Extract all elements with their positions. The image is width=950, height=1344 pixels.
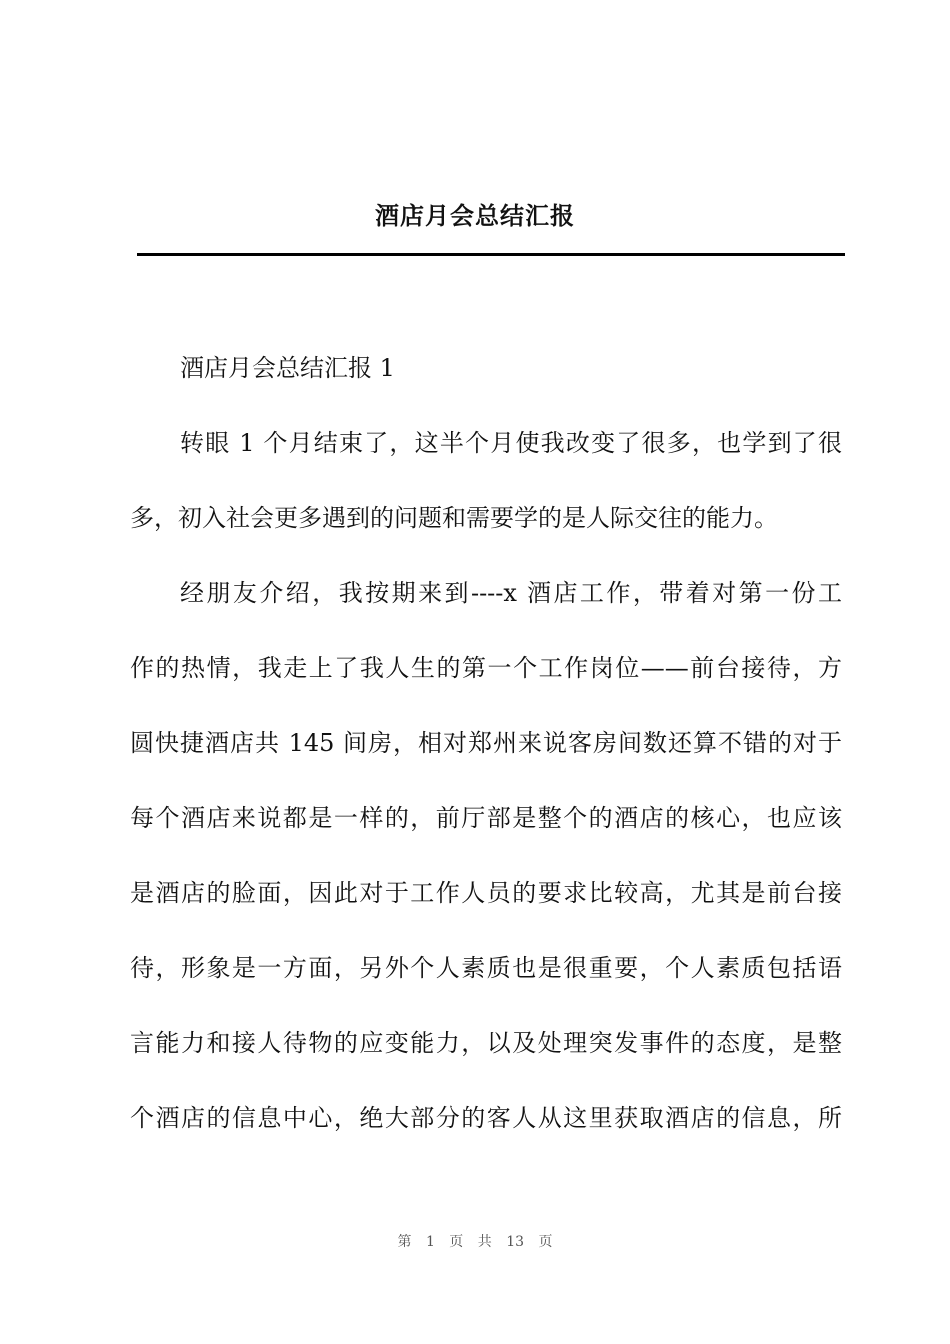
- paragraph-line: 个酒店的信息中心，绝大部分的客人从这里获取酒店的信息，所: [130, 1104, 842, 1132]
- paragraph-line: 每个酒店来说都是一样的，前厅部是整个的酒店的核心，也应该: [130, 804, 842, 832]
- paragraph-line: 言能力和接人待物的应变能力，以及处理突发事件的态度，是整: [130, 1029, 842, 1057]
- paragraph-line: 经朋友介绍，我按期来到----x 酒店工作，带着对第一份工: [180, 579, 842, 607]
- page-number-footer: 第 1 页 共 13 页: [397, 1234, 553, 1250]
- paragraph-line: 作的热情，我走上了我人生的第一个工作岗位——前台接待，方: [130, 654, 842, 682]
- document-title: 酒店月会总结汇报: [375, 202, 575, 230]
- paragraph-line: 转眼 1 个月结束了，这半个月使我改变了很多，也学到了很: [180, 429, 842, 457]
- paragraph-line: 待，形象是一方面，另外个人素质也是很重要，个人素质包括语: [130, 954, 842, 982]
- section-heading: 酒店月会总结汇报 1: [180, 354, 395, 382]
- paragraph-line: 多，初入社会更多遇到的问题和需要学的是人际交往的能力。: [130, 504, 778, 532]
- paragraph-line: 是酒店的脸面，因此对于工作人员的要求比较高，尤其是前台接: [130, 879, 842, 907]
- title-divider: [137, 253, 845, 256]
- paragraph-line: 圆快捷酒店共 145 间房，相对郑州来说客房间数还算不错的对于: [130, 729, 842, 757]
